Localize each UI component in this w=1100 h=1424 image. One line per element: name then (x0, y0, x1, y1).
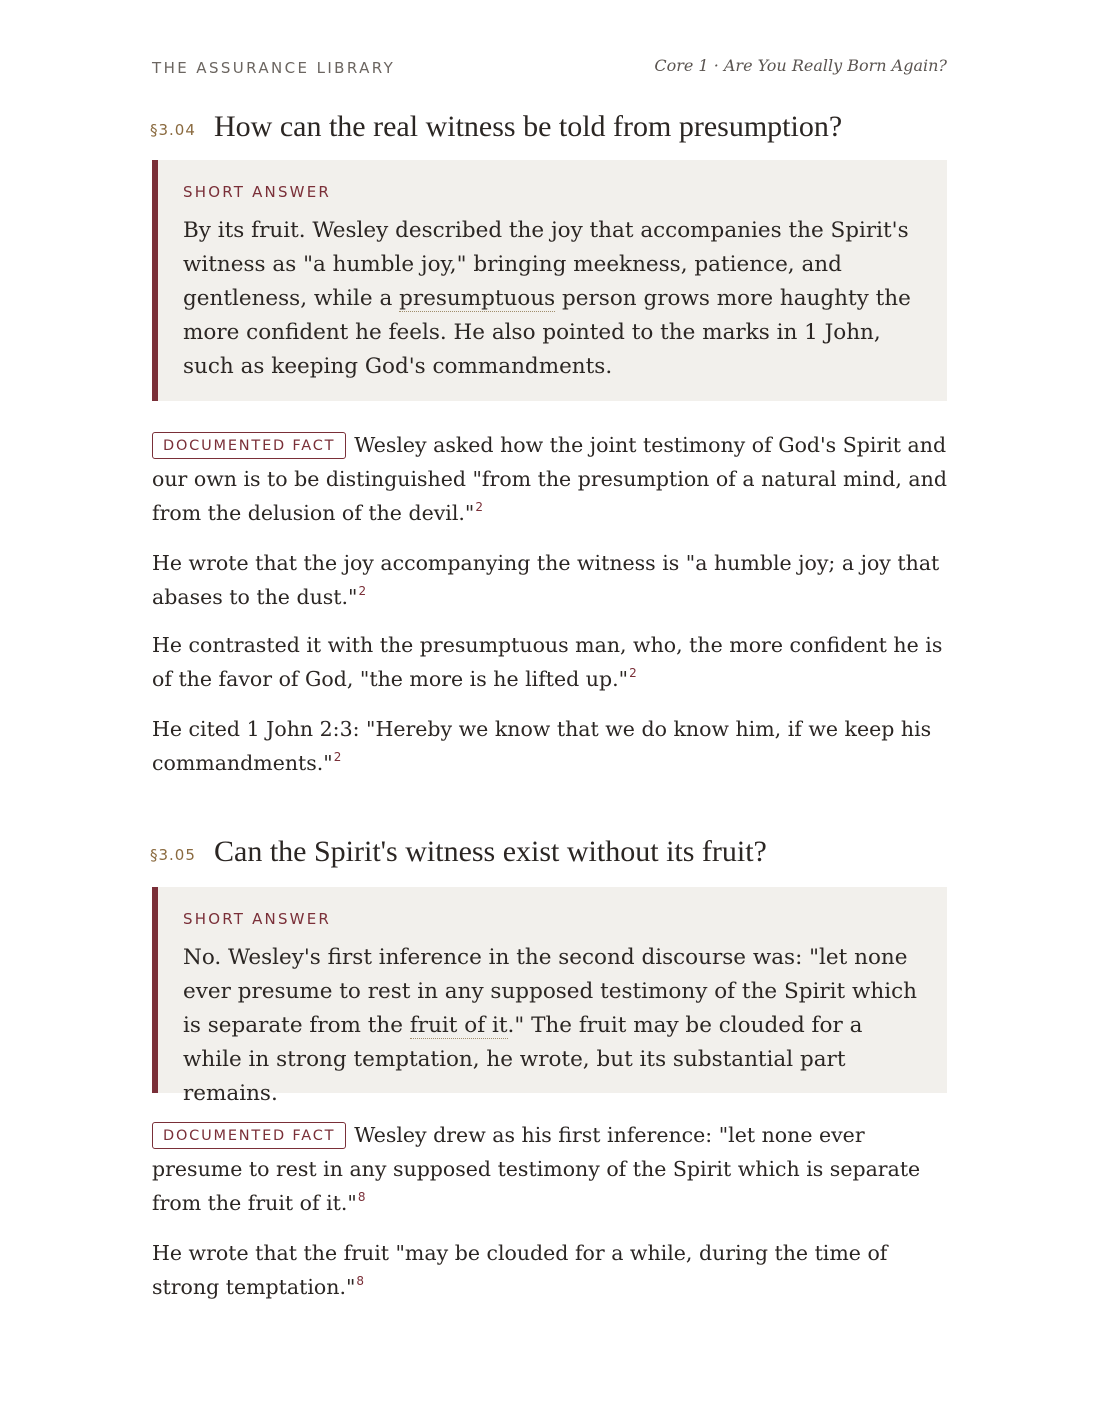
section-3-05 (152, 835, 947, 1304)
paragraph-text: He cited 1 John 2:3: "Hereby we know that we do know him, if we keep his commandments." (152, 717, 932, 775)
short-answer-text-part: ." The fruit may be clouded for a while in strong temptation, he wrote, but its substantial part remains. (183, 1013, 863, 1106)
section-heading (152, 835, 947, 875)
short-answer-text-part: By its fruit. Wesley described the joy that accompanies the Spirit's witness as "a humble joy," bringing meekness, patience, and gentleness, while a (183, 218, 909, 311)
fact-paragraph (152, 1118, 947, 1220)
section-3-04 (152, 110, 947, 780)
running-title: Core 1 · Are You Really Born Again? (654, 56, 947, 75)
section-number: §3.05 (150, 846, 196, 864)
short-answer-text-part: No. Wesley's first inference in the second discourse was: "let none ever presume to rest in any supposed testimony of the Spirit which is separate from the (183, 945, 917, 1038)
short-answer-text-part: person grows more haughty the more confident he feels. He also pointed to the marks in 1 John, such as keeping God's commandments. (183, 286, 911, 379)
short-answer-box (152, 160, 947, 401)
short-answer-text (183, 214, 922, 384)
footnote-ref[interactable]: 2 (333, 750, 342, 764)
glossary-term[interactable]: fruit of it (409, 1013, 508, 1038)
paragraph-text: Wesley asked how the joint testimony of God's Spirit and our own is to be distinguished "from the presumption of a natural mind, and from the delusion of the devil." (152, 433, 947, 525)
library-name: THE ASSURANCE LIBRARY (152, 59, 396, 77)
body-paragraph (152, 712, 947, 780)
footnote-ref[interactable]: 2 (629, 666, 637, 680)
footnote-ref[interactable]: 8 (357, 1190, 366, 1204)
paragraph-text: He contrasted it with the presumptuous man, who, the more confident he is of the favor of God, "the more is he lifted up." (152, 633, 943, 691)
footnote-ref[interactable]: 2 (475, 500, 483, 514)
short-answer-text (183, 941, 922, 1111)
body-paragraph (152, 628, 947, 696)
fact-paragraph (152, 428, 947, 530)
section-number: §3.04 (150, 121, 196, 139)
short-answer-box (152, 887, 947, 1106)
section-heading (152, 110, 947, 150)
section-title: Can the Spirit's witness exist without its fruit? (214, 835, 767, 868)
body-paragraph (152, 1236, 947, 1304)
documented-fact-badge: DOCUMENTED FACT (152, 1122, 346, 1149)
running-header (152, 56, 947, 80)
paragraph-text: He wrote that the fruit "may be clouded for a while, during the time of strong temptation." (152, 1241, 888, 1299)
paragraph-text: He wrote that the joy accompanying the witness is "a humble joy; a joy that abases to the dust." (152, 551, 940, 609)
short-answer-label: SHORT ANSWER (183, 183, 332, 201)
body-paragraph (152, 546, 947, 614)
section-title: How can the real witness be told from presumption? (214, 110, 843, 143)
documented-fact-badge: DOCUMENTED FACT (152, 432, 346, 459)
glossary-term[interactable]: presumptuous (399, 286, 556, 311)
footnote-ref[interactable]: 8 (356, 1274, 365, 1288)
short-answer-label: SHORT ANSWER (183, 910, 332, 928)
paragraph-text: Wesley drew as his first inference: "let none ever presume to rest in any supposed testimony of the Spirit which is separate from the fruit of it." (152, 1123, 921, 1215)
footnote-ref[interactable]: 2 (358, 584, 367, 598)
